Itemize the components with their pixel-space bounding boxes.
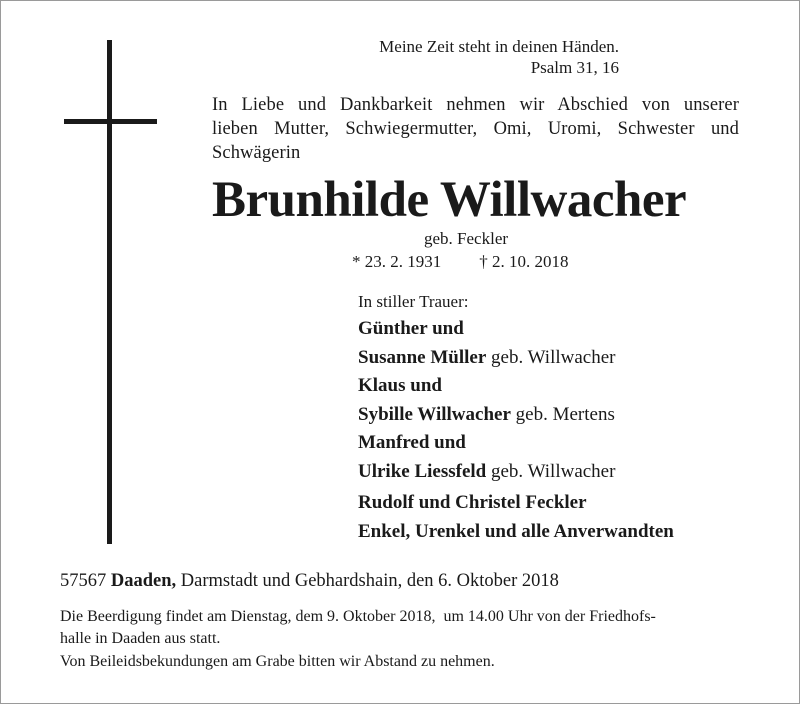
mourner-row: [358, 344, 778, 373]
intro-text: [212, 93, 739, 165]
maiden-name: geb. Feckler: [424, 229, 509, 248]
funeral-line-1: Die Beerdigung findet am Dienstag, dem 9. Oktober 2018, um 14.00 Uhr von der Friedhofs-: [60, 608, 656, 625]
cross-horizontal-bar: [64, 119, 157, 124]
cross-vertical-bar: [107, 40, 112, 544]
death-date: † 2. 10. 2018: [479, 252, 569, 271]
intro-line-3: Schwägerin: [212, 143, 301, 163]
mourner-name: Enkel, Urenkel und alle Anverwandten: [358, 520, 674, 542]
mourner-row: [358, 372, 778, 401]
mourner-name: Susanne Müller: [358, 346, 487, 368]
mourner-row: [358, 489, 778, 518]
mourners-list: [358, 315, 778, 546]
mourner-row: [358, 315, 778, 344]
deceased-name: Brunhilde Willwacher: [212, 172, 687, 228]
mourner-name: Ulrike Liessfeld: [358, 460, 487, 482]
mourner-maiden: geb. Willwacher: [491, 460, 616, 482]
bible-verse: [360, 36, 619, 78]
funeral-line-2: halle in Daaden aus statt.: [60, 629, 221, 647]
verse-reference: Psalm 31, 16: [530, 58, 619, 77]
life-dates: [352, 251, 569, 273]
place-and-date: [60, 569, 559, 593]
mourners-heading: In stiller Trauer:: [358, 292, 469, 311]
intro-line-1: In Liebe und Dankbarkeit nehmen wir Abschied von unserer: [212, 95, 739, 115]
mourner-row: [358, 401, 778, 430]
mourner-name: Klaus und: [358, 375, 442, 396]
intro-line-2: lieben Mutter, Schwiegermutter, Omi, Uromi, Schwester und: [212, 119, 739, 139]
condolence-note: Von Beileidsbekundungen am Grabe bitten wir Abstand zu nehmen.: [60, 653, 495, 670]
mourner-maiden: geb. Willwacher: [491, 346, 616, 368]
verse-text: Meine Zeit steht in deinen Händen.: [379, 37, 619, 56]
mourner-name: Sybille Willwacher: [358, 403, 511, 425]
mourner-maiden: geb. Mertens: [515, 403, 615, 425]
funeral-info: [60, 606, 656, 649]
mourner-name: Rudolf und Christel Feckler: [358, 492, 587, 513]
mourner-name: Manfred und: [358, 432, 466, 453]
birth-date: * 23. 2. 1931: [352, 252, 442, 271]
place-date-text: Darmstadt und Gebhardshain, den 6. Oktober 2018: [180, 571, 559, 591]
mourner-row: [358, 518, 778, 547]
mourner-row: [358, 458, 778, 487]
town-name: Daaden,: [110, 571, 177, 591]
mourner-row: [358, 429, 778, 458]
mourner-name: Günther und: [358, 318, 464, 339]
postal-code: 57567: [60, 571, 107, 591]
